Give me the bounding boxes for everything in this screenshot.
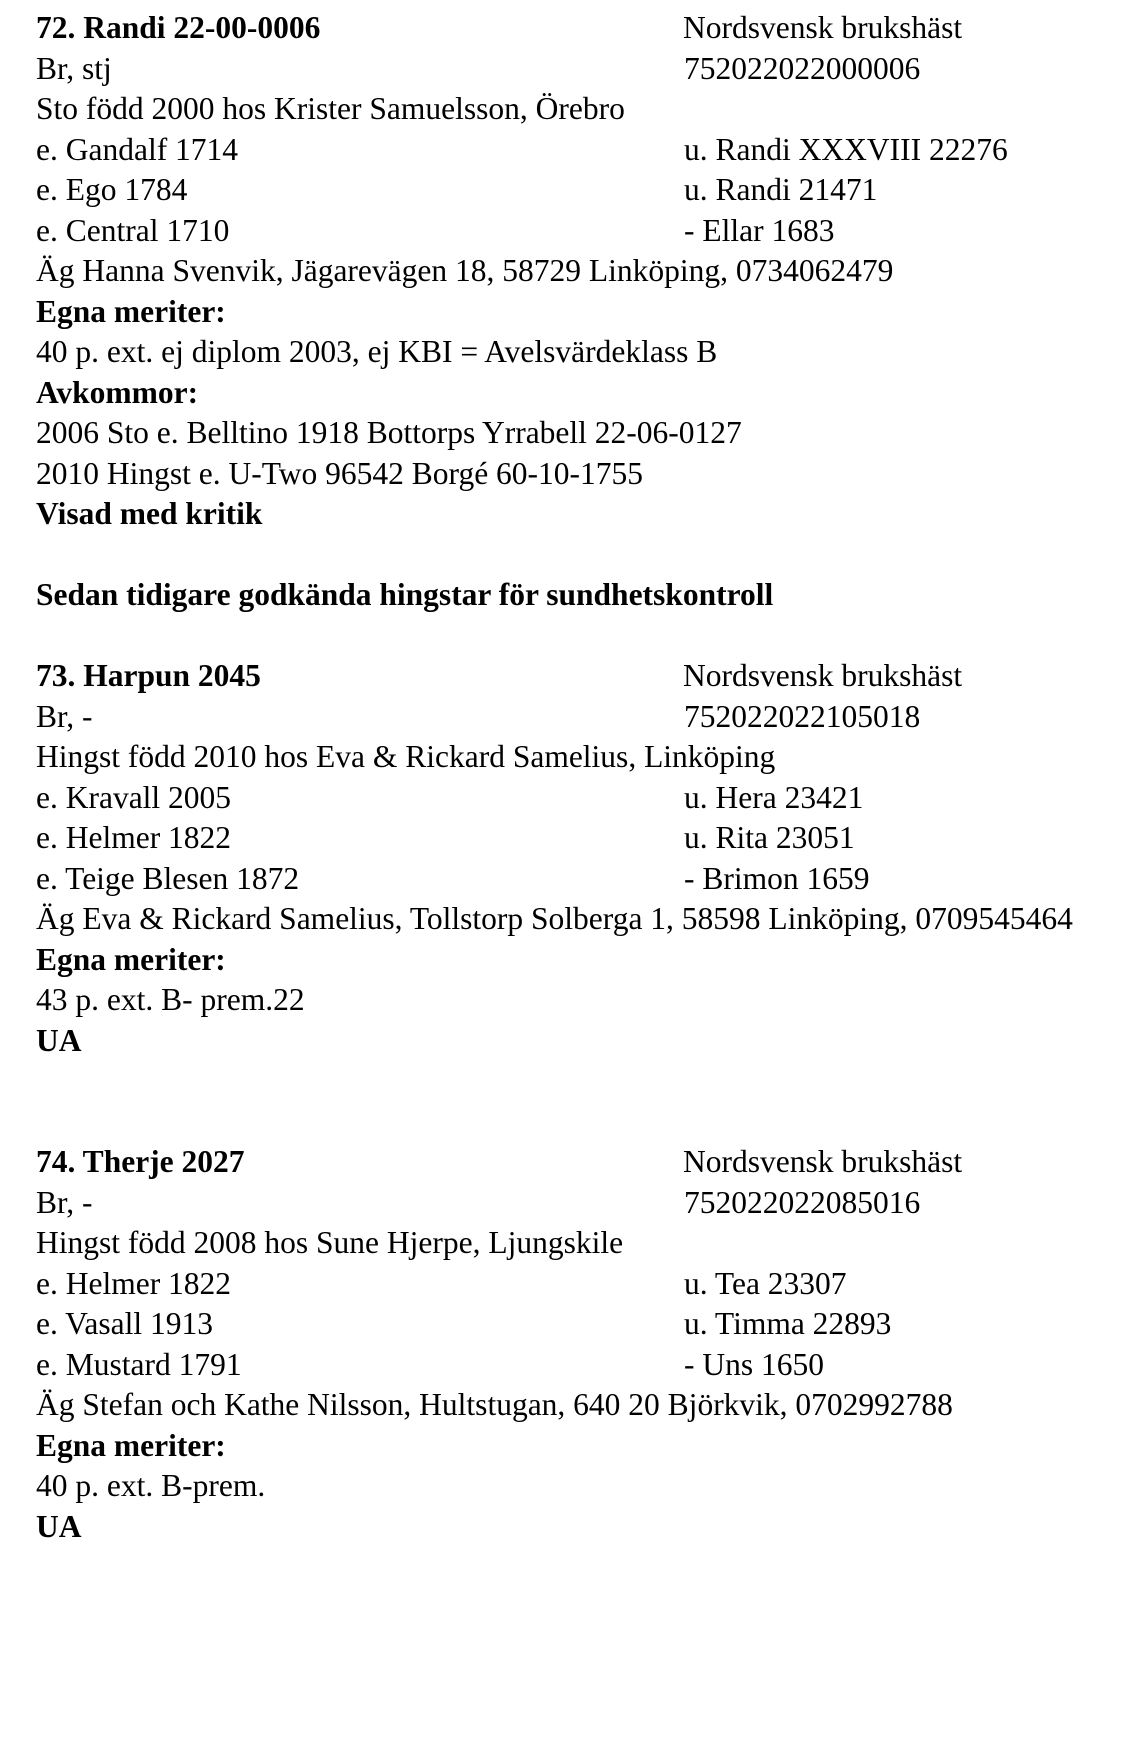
merits-heading: Egna meriter: <box>36 293 226 329</box>
pedigree-dam: u. Hera 23421 <box>684 779 864 815</box>
pedigree-row <box>36 859 1104 900</box>
entry-status: UA <box>36 1022 82 1058</box>
entry-owner-line: Äg Eva & Rickard Samelius, Tollstorp Solberga 1, 58598 Linköping, 0709545464 <box>36 901 1073 936</box>
section-spacer <box>36 616 1104 657</box>
pedigree-row <box>36 211 1104 252</box>
entry-title: 73. Harpun 2045 <box>36 658 261 693</box>
offspring-heading: Avkommor: <box>36 374 199 410</box>
entry-color-row <box>36 697 1104 738</box>
entry-color-marking: Br, - <box>36 1184 93 1220</box>
entry-registration-number: 752022022105018 <box>684 698 921 734</box>
pedigree-dam: - Uns 1650 <box>684 1346 824 1382</box>
entry-spacer <box>36 1061 1104 1142</box>
stallion-entry-73 <box>36 656 1104 1061</box>
entry-registration-number: 752022022085016 <box>684 1184 921 1220</box>
pedigree-dam: u. Timma 22893 <box>684 1306 892 1341</box>
entry-birth-line: Sto född 2000 hos Krister Samuelsson, Örebro <box>36 91 625 126</box>
pedigree-row <box>36 130 1104 171</box>
section-heading: Sedan tidigare godkända hingstar för sundhetskontroll <box>36 577 774 612</box>
pedigree-row <box>36 778 1104 819</box>
pedigree-row <box>36 1304 1104 1345</box>
entry-owner-line: Äg Hanna Svenvik, Jägarevägen 18, 58729 Linköping, 0734062479 <box>36 253 894 288</box>
pedigree-sire: e. Vasall 1913 <box>36 1306 214 1341</box>
entry-owner-line: Äg Stefan och Kathe Nilsson, Hultstugan, 640 20 Björkvik, 0702992788 <box>36 1387 953 1422</box>
offspring-line: 2010 Hingst e. U-Two 96542 Borgé 60-10-1755 <box>36 455 644 491</box>
entry-title: 72. Randi 22-00-0006 <box>36 10 321 45</box>
pedigree-row <box>36 818 1104 859</box>
pedigree-sire: e. Kravall 2005 <box>36 779 232 815</box>
entry-color-row <box>36 49 1104 90</box>
pedigree-row <box>36 170 1104 211</box>
pedigree-dam: u. Randi XXXVIII 22276 <box>684 131 1008 167</box>
entry-birth-line: Hingst född 2010 hos Eva & Rickard Samelius, Linköping <box>36 739 776 774</box>
pedigree-sire: e. Gandalf 1714 <box>36 131 239 167</box>
entry-breed: Nordsvensk brukshäst <box>683 658 963 693</box>
merits-line: 40 p. ext. ej diplom 2003, ej KBI = Avelsvärdeklass B <box>36 334 718 369</box>
entry-color-marking: Br, stj <box>36 50 112 86</box>
entry-registration-number: 752022022000006 <box>684 50 921 86</box>
stallion-entry-74 <box>36 1142 1104 1547</box>
pedigree-sire: e. Central 1710 <box>36 212 230 248</box>
entry-birth-line: Hingst född 2008 hos Sune Hjerpe, Ljungskile <box>36 1225 624 1260</box>
entry-color-marking: Br, - <box>36 698 93 734</box>
pedigree-dam: u. Tea 23307 <box>684 1265 847 1301</box>
entry-color-row <box>36 1183 1104 1224</box>
entry-title: 74. Therje 2027 <box>36 1144 245 1179</box>
section-spacer <box>36 535 1104 576</box>
pedigree-row <box>36 1345 1104 1386</box>
merits-heading: Egna meriter: <box>36 941 226 977</box>
pedigree-dam: - Brimon 1659 <box>684 860 870 896</box>
offspring-line: 2006 Sto e. Belltino 1918 Bottorps Yrrabell 22-06-0127 <box>36 415 742 450</box>
merits-line: 40 p. ext. B-prem. <box>36 1468 266 1503</box>
entry-title-row <box>36 1142 1104 1183</box>
pedigree-dam: - Ellar 1683 <box>684 212 835 248</box>
entry-breed: Nordsvensk brukshäst <box>683 10 963 45</box>
entry-status: Visad med kritik <box>36 496 263 531</box>
pedigree-sire: e. Teige Blesen 1872 <box>36 860 300 896</box>
pedigree-dam: u. Randi 21471 <box>684 172 878 207</box>
entry-title-row <box>36 8 1104 49</box>
entry-breed: Nordsvensk brukshäst <box>683 1144 963 1179</box>
pedigree-sire: e. Ego 1784 <box>36 172 188 207</box>
merits-heading: Egna meriter: <box>36 1427 226 1463</box>
pedigree-sire: e. Helmer 1822 <box>36 1265 232 1301</box>
stallion-entry-72 <box>36 8 1104 535</box>
document-body <box>36 8 1104 1547</box>
entry-status: UA <box>36 1508 82 1544</box>
merits-line: 43 p. ext. B- prem.22 <box>36 982 305 1017</box>
pedigree-row <box>36 1264 1104 1305</box>
pedigree-dam: u. Rita 23051 <box>684 820 855 855</box>
pedigree-sire: e. Mustard 1791 <box>36 1346 242 1382</box>
entry-title-row <box>36 656 1104 697</box>
pedigree-sire: e. Helmer 1822 <box>36 820 232 855</box>
